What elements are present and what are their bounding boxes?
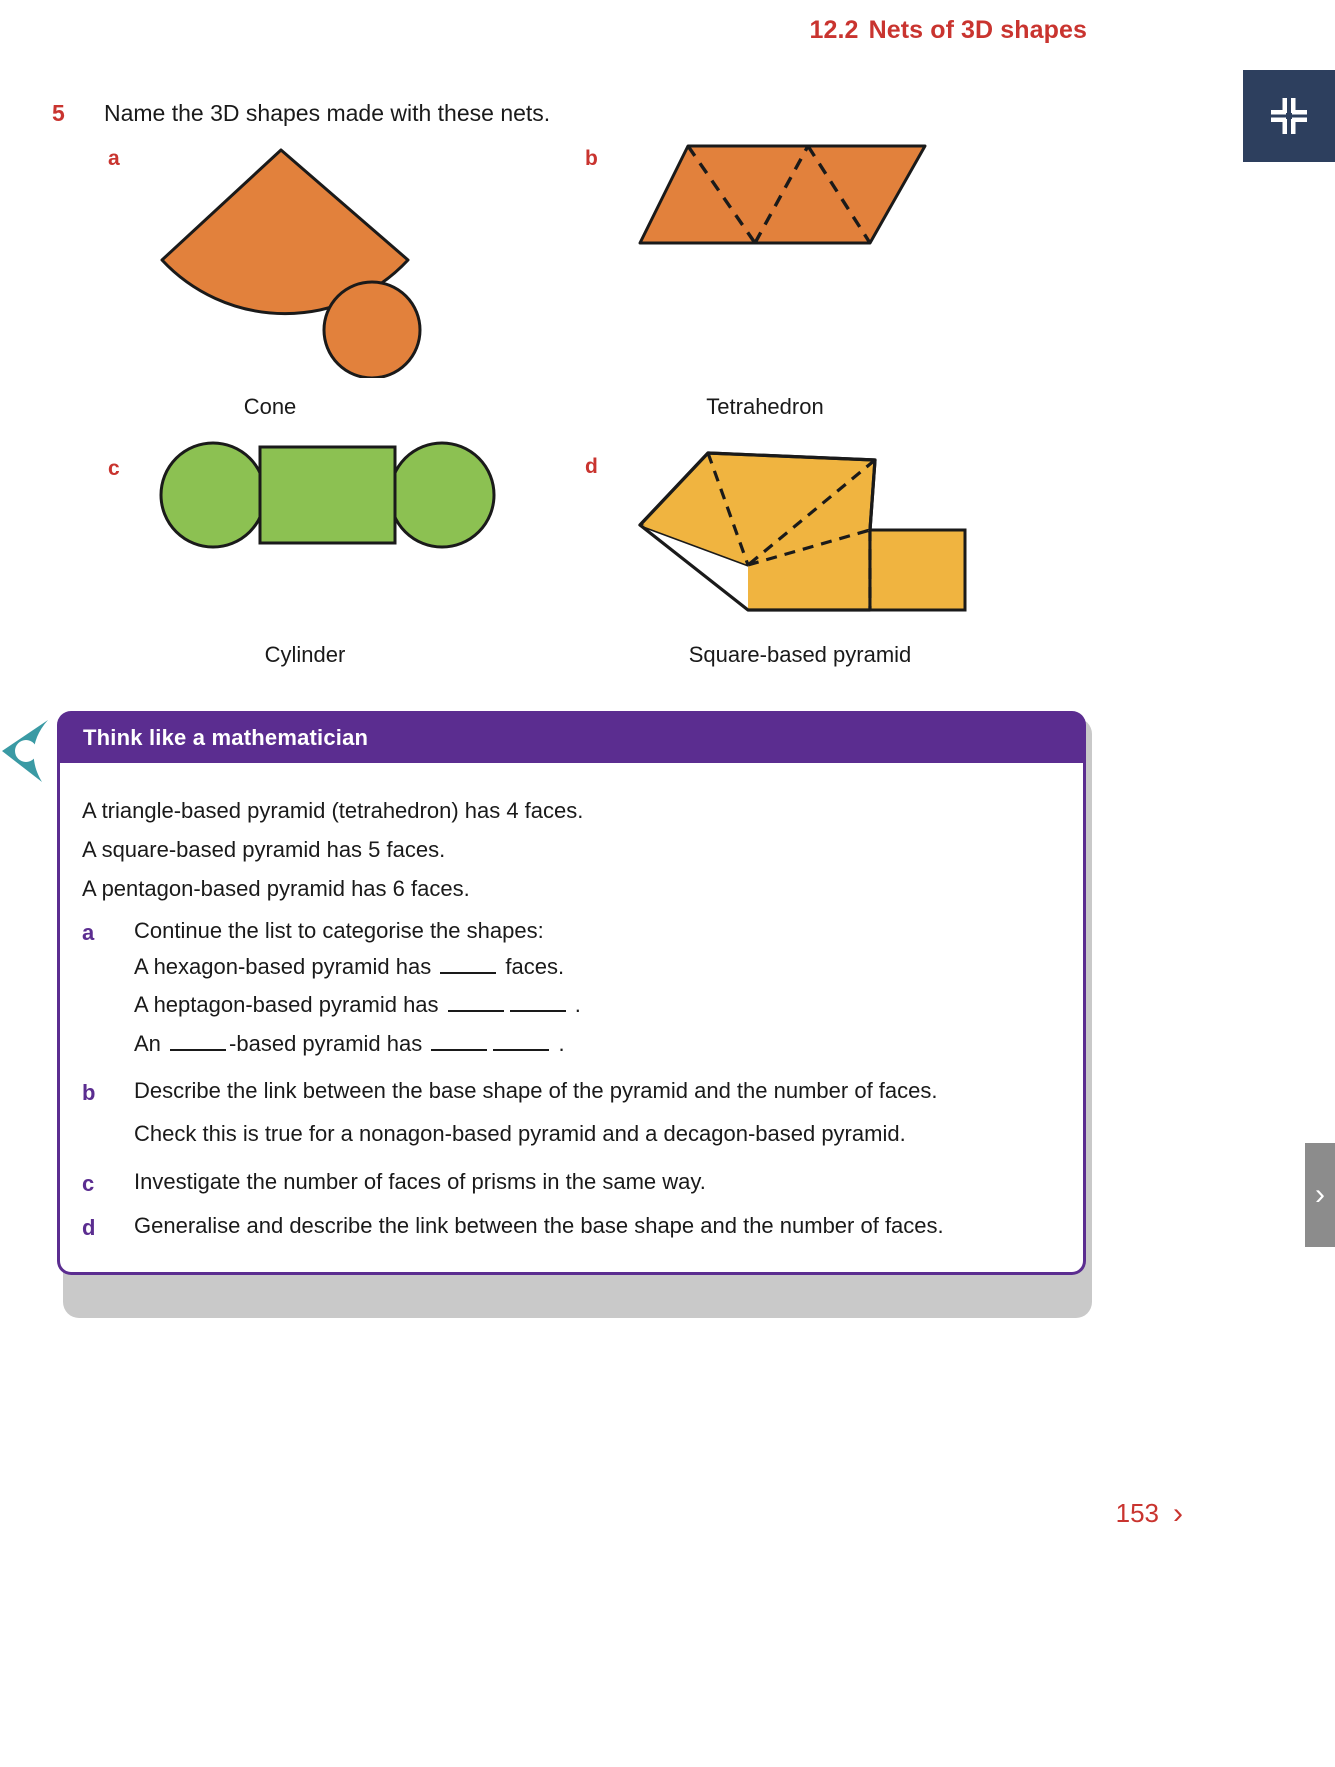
caption-cylinder: Cylinder xyxy=(264,642,346,667)
hexagon-after: faces. xyxy=(499,953,565,979)
panel-title: Think like a mathematician xyxy=(57,711,1086,763)
square-based-pyramid-net xyxy=(630,440,980,635)
answer-blank[interactable] xyxy=(510,996,566,1013)
answer-blank[interactable] xyxy=(170,1034,226,1051)
fullscreen-icon xyxy=(1269,96,1309,136)
section-number: 12.2 xyxy=(809,16,859,44)
fullscreen-button[interactable] xyxy=(1243,70,1335,162)
item-text-b: Describe the link between the base shape of the pyramid and the number of faces. xyxy=(134,1078,938,1103)
statement-2: A square-based pyramid has 5 faces. xyxy=(82,837,446,863)
chapter-header xyxy=(810,16,1088,45)
part-label-b: b xyxy=(585,147,598,170)
statement-3: A pentagon-based pyramid has 6 faces. xyxy=(82,876,470,902)
item-text-d: Generalise and describe the link between the base shape and the number of faces. xyxy=(134,1212,944,1238)
list-item-d xyxy=(82,1211,1059,1242)
page-footer[interactable] xyxy=(1116,1498,1183,1529)
generic-after: . xyxy=(552,1030,565,1056)
item-text-c: Investigate the number of faces of prisms in the same way. xyxy=(134,1168,706,1194)
part-label-c: c xyxy=(108,457,120,480)
section-title: Nets of 3D shapes xyxy=(868,16,1087,44)
statement-1: A triangle-based pyramid (tetrahedron) has 4 faces. xyxy=(82,798,584,823)
item-letter-c: c xyxy=(82,1170,95,1196)
heptagon-after: . xyxy=(568,992,581,1017)
caption-tetrahedron: Tetrahedron xyxy=(706,394,824,419)
item-b-extra: Check this is true for a nonagon-based pyramid and a decagon-based pyramid. xyxy=(134,1121,906,1147)
part-label-a: a xyxy=(108,147,120,170)
item-letter-b: b xyxy=(82,1080,96,1105)
question-prompt: Name the 3D shapes made with these nets. xyxy=(104,100,551,126)
answer-blank[interactable] xyxy=(431,1034,487,1051)
answer-blank[interactable] xyxy=(493,1034,549,1051)
item-text-a: Continue the list to categorise the shapes: xyxy=(134,918,544,944)
item-letter-d: d xyxy=(82,1214,96,1240)
answer-blank[interactable] xyxy=(440,957,496,974)
think-arrow-icon xyxy=(0,718,62,784)
generic-before: An xyxy=(134,1030,168,1056)
part-label-d: d xyxy=(585,455,598,478)
question-number: 5 xyxy=(52,100,65,126)
item-letter-a: a xyxy=(82,920,95,946)
list-item-a xyxy=(82,916,1059,947)
hexagon-before: A hexagon-based pyramid has xyxy=(134,953,438,979)
sub-line-hexagon xyxy=(82,948,1059,987)
next-page-tab[interactable] xyxy=(1305,1143,1335,1247)
answer-blank[interactable] xyxy=(448,996,504,1013)
list-item-b xyxy=(82,1076,1059,1107)
chevron-right-icon[interactable]: › xyxy=(1173,1496,1183,1530)
sub-line-heptagon xyxy=(82,986,1059,1025)
heptagon-before: A heptagon-based pyramid has xyxy=(134,992,445,1017)
caption-cone: Cone xyxy=(243,394,297,419)
generic-mid: -based pyramid has xyxy=(229,1030,429,1056)
list-item-c xyxy=(82,1167,1059,1198)
caption-square-based-pyramid: Square-based pyramid xyxy=(688,642,912,667)
panel-body xyxy=(57,763,1086,1275)
cylinder-net xyxy=(155,435,500,560)
chevron-right-icon: › xyxy=(1315,1178,1325,1211)
cone-net xyxy=(150,138,450,383)
sub-line-generic xyxy=(82,1025,1059,1064)
page-number: 153 xyxy=(1115,1498,1159,1528)
tetrahedron-net xyxy=(630,138,950,273)
think-like-a-mathematician-panel xyxy=(57,711,1086,1275)
